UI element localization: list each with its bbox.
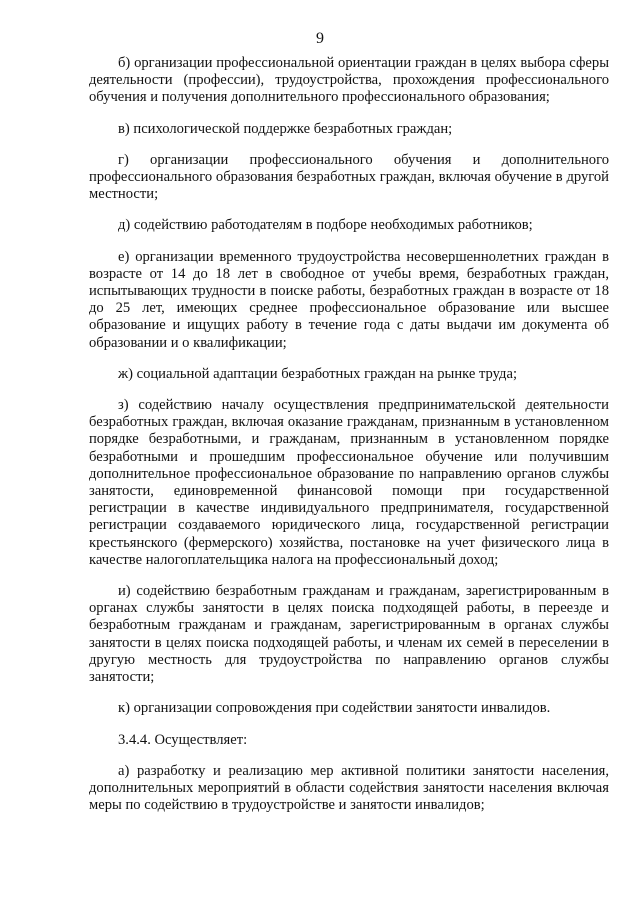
paragraph-i: и) содействию безработным гражданам и гражданам, зарегистрированным в органах службы занятости в целях поиска подходящей работы, в переезде и безработным гражданам и гражданам, зарегистрированным в органах службы занятости в целях поиска подходящей работы, и членам их семей в переселении в другую местность для трудоустройства по направлению органов службы занятости; (89, 583, 609, 686)
page-number: 9 (316, 30, 324, 47)
paragraph-z: з) содействию началу осуществления предпринимательской деятельности безработных граждан, включая оказание гражданам, признанным в установленном порядке безработными, и гражданам, признанным в установленном порядке безработными и прошедшим профессиональное обучение или получившим дополнительное профессиональное образование по направлению органов службы занятости, единовременной финансовой помощи при государственной регистрации в качестве индивидуального предпринимателя, государственной регистрации создаваемого юридического лица, государственной регистрации крестьянского (фермерского) хозяйства, постановке на учет физического лица в качестве налогоплательщика налога на профессиональный доход; (89, 397, 609, 568)
paragraph-a: а) разработку и реализацию мер активной политики занятости населения, дополнительных мероприятий в области содействия занятости населения включая меры по содействию в трудоустройстве и занятости инвалидов; (89, 762, 609, 814)
paragraph-d: д) содействию работодателям в подборе необходимых работников; (118, 217, 533, 234)
paragraph-k: к) организации сопровождения при содействии занятости инвалидов. (118, 700, 551, 717)
paragraph-zh: ж) социальной адаптации безработных граждан на рынке труда; (118, 365, 517, 382)
paragraph-b: б) организации профессиональной ориентации граждан в целях выбора сферы деятельности (профессии), трудоустройства, прохождения профессионального обучения и получения дополнительного профессионального образования; (89, 55, 609, 106)
document-body (89, 55, 609, 828)
paragraph-v: в) психологической поддержке безработных граждан; (118, 120, 453, 137)
paragraph-e: е) организации временного трудоустройства несовершеннолетних граждан в возрасте от 14 до 18 лет в свободное от учебы время, безработных граждан, испытывающих трудности в поиске работы, безработных граждан в возрасте от 18 до 25 лет, имеющих среднее профессиональное образование или высшее образование и ищущих работу в течение года с даты выдачи им документа об образовании и о квалификации; (89, 248, 609, 351)
section-heading-3-4-4: 3.4.4. Осуществляет: (118, 731, 248, 748)
paragraph-g: г) организации профессионального обучения и дополнительного профессионального образования безработных граждан, включая обучение в другой местности; (89, 151, 609, 203)
